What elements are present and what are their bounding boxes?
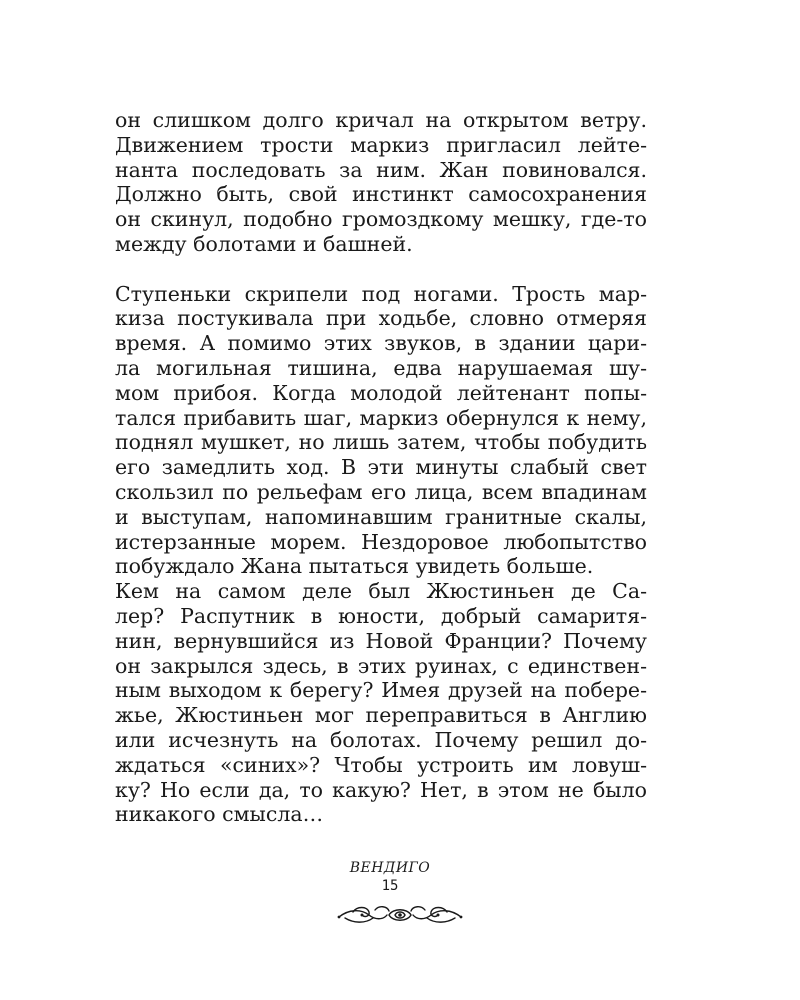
text-line: нанта последовать за ним. Жан повиновался.: [115, 157, 647, 182]
text-line: он скинул, подобно громоздкому мешку, где-то: [115, 207, 647, 232]
text-line: ку? Но если да, то какую? Нет, в этом не было: [115, 777, 647, 802]
text-line: ждаться «синих»? Чтобы устроить им ловуш-: [115, 752, 647, 777]
text-line: ла могильная тишина, едва нарушаемая шу-: [115, 355, 647, 380]
text-line: Движением трости маркиз пригласил лейте-: [115, 132, 647, 157]
text-line: нин, вернувшийся из Новой Франции? Почему: [115, 628, 647, 653]
text-line: тался прибавить шаг, маркиз обернулся к нему,: [115, 405, 647, 430]
paragraph-1: [115, 108, 647, 257]
text-line: жье, Жюстиньен мог переправиться в Англию: [115, 703, 647, 728]
text-line: Ступеньки скрипели под ногами. Трость мар-: [115, 281, 647, 306]
paragraph-gap: [115, 257, 647, 282]
page-number: 15: [381, 878, 399, 894]
text-line: ным выходом к берегу? Имея друзей на побере-: [115, 678, 647, 703]
text-line: лер? Распутник в юности, добрый самаритя-: [115, 603, 647, 628]
paragraph-2: [115, 282, 647, 580]
paragraph-3: [115, 579, 647, 827]
text-line: скользил по рельефам его лица, всем впадинам: [115, 479, 647, 504]
page-footer: [0, 860, 800, 930]
text-line: он слишком долго кричал на открытом ветру.: [115, 108, 647, 132]
text-line: он закрылся здесь, в этих руинах, с единствен-: [115, 653, 647, 678]
text-line: между болотами и башней.: [115, 231, 413, 256]
text-line: Должно быть, свой инстинкт самосохранения: [115, 182, 647, 207]
text-line: истерзанные морем. Нездоровое любопытство: [115, 529, 647, 554]
text-line: поднял мушкет, но лишь затем, чтобы побудить: [115, 430, 647, 455]
text-line: никакого смысла…: [115, 802, 324, 827]
text-line: или исчезнуть на болотах. Почему решил до-: [115, 727, 647, 752]
flourish-ornament-icon: [335, 900, 465, 930]
running-title: ВЕНДИГО: [349, 860, 431, 876]
text-line: киза постукивала при ходьбе, словно отмеряя: [115, 306, 647, 331]
text-line: время. А помимо этих звуков, в здании цари-: [115, 331, 647, 356]
text-line: Кем на самом деле был Жюстиньен де Са-: [115, 579, 647, 604]
text-line: и выступам, напоминавшим гранитные скалы,: [115, 504, 647, 529]
text-line: его замедлить ход. В эти минуты слабый свет: [115, 455, 647, 480]
text-line: побуждало Жана пытаться увидеть больше.: [115, 554, 594, 579]
text-line: мом прибоя. Когда молодой лейтенант попы-: [115, 380, 647, 405]
book-page-body: [115, 108, 647, 827]
